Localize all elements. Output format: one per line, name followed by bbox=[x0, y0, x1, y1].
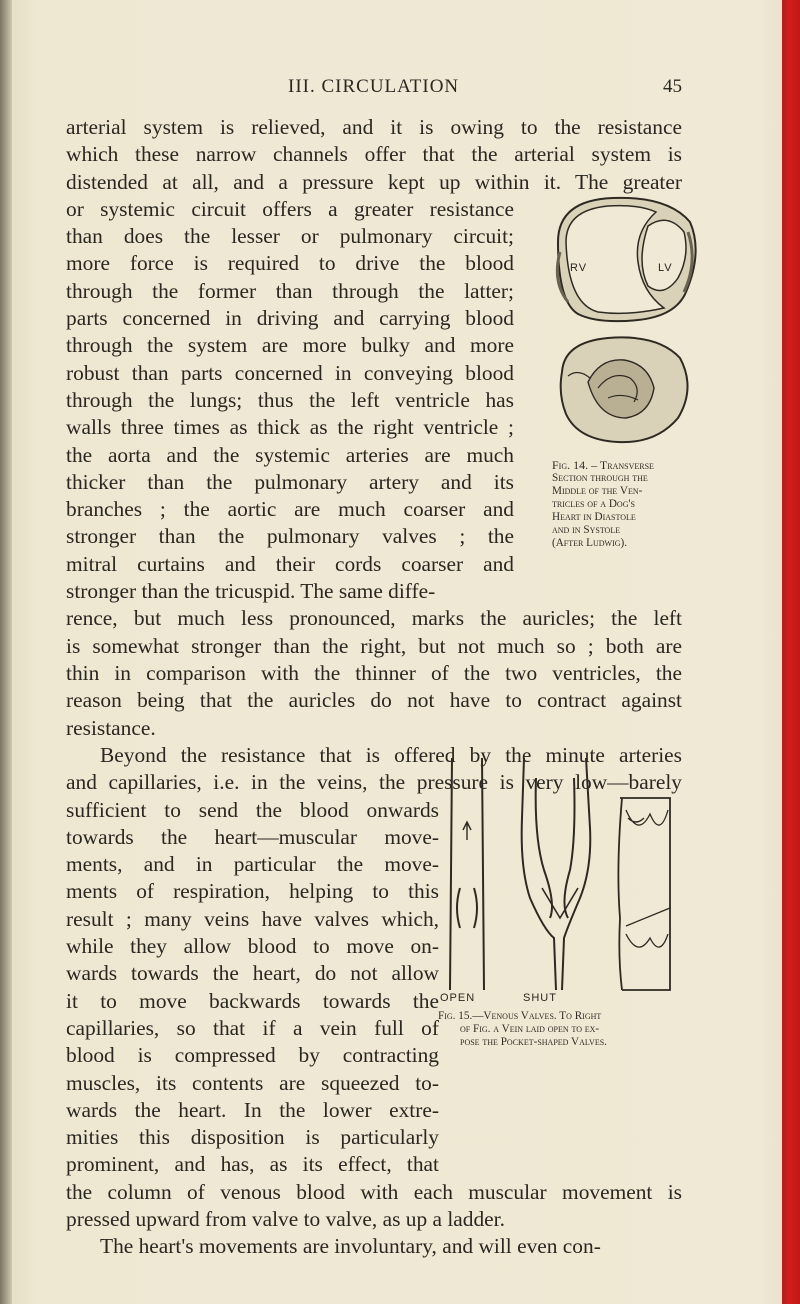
text-line: thicker than the pulmonary artery and its bbox=[66, 469, 514, 494]
text-line: reason being that the auricles do not have to contract against bbox=[66, 688, 682, 713]
text-line: or systemic circuit offers a greater resistance bbox=[66, 196, 514, 221]
caption-line: Middle of the Ven- bbox=[552, 485, 643, 497]
text-line: distended at all, and a pressure kept up within it. The greater bbox=[66, 169, 682, 194]
text-line: muscles, its contents are squeezed to- bbox=[66, 1070, 439, 1095]
chapter-title: III. CIRCULATION bbox=[288, 76, 460, 97]
text-line: wards the heart. In the lower extre- bbox=[66, 1097, 439, 1122]
caption-line: and in Systole bbox=[552, 524, 621, 536]
shut-vein bbox=[522, 758, 591, 990]
red-page-edge bbox=[782, 0, 800, 1304]
caption-line: Fig. 15.—Venous Valves. To Right bbox=[438, 1010, 602, 1022]
text-line: through the former than through the latter; bbox=[66, 278, 514, 303]
text-line: ments, and in particular the move- bbox=[66, 852, 439, 877]
text-line: prominent, and has, as its effect, that bbox=[66, 1152, 439, 1177]
text-line: sufficient to send the blood onwards bbox=[66, 797, 439, 822]
text-line: ments of respiration, helping to this bbox=[66, 879, 439, 904]
figure-14-caption bbox=[552, 459, 752, 550]
caption-line: pose the Pocket-shaped Valves. bbox=[460, 1036, 607, 1048]
caption-line: Heart in Diastole bbox=[552, 511, 636, 523]
figure-15-venous-valves bbox=[440, 758, 690, 998]
opened-vein-diagram bbox=[618, 798, 670, 990]
text-line: branches ; the aortic are much coarser and bbox=[66, 497, 514, 522]
text-line: than does the lesser or pulmonary circuit; bbox=[66, 224, 514, 249]
page-number: 45 bbox=[663, 76, 682, 97]
text-line: the aorta and the systemic arteries are much bbox=[66, 442, 514, 467]
text-line: through the system are more bulky and more bbox=[66, 333, 514, 358]
text-line: stronger than the pulmonary valves ; the bbox=[66, 524, 514, 549]
text-line: mities this disposition is particularly bbox=[66, 1125, 439, 1150]
text-line: which these narrow channels offer that the arterial system is bbox=[66, 142, 682, 167]
text-line: through the lungs; thus the left ventricle has bbox=[66, 387, 514, 412]
text-line: mitral curtains and their cords coarser and bbox=[66, 551, 514, 576]
figure-15-caption bbox=[438, 1010, 708, 1049]
text-line: robust than parts concerned in conveying blood bbox=[66, 360, 514, 385]
figure-14-heart-sections bbox=[538, 192, 698, 452]
caption-line: Section through the bbox=[552, 472, 648, 484]
page-gutter bbox=[0, 0, 12, 1304]
running-head bbox=[62, 76, 682, 102]
text-line: stronger than the tricuspid. The same diffe- bbox=[66, 579, 436, 604]
text-line: more force is required to drive the blood bbox=[66, 251, 514, 276]
caption-line: (After Ludwig). bbox=[552, 537, 628, 549]
text-line: parts concerned in driving and carrying blood bbox=[66, 306, 514, 331]
diastole-section bbox=[557, 198, 695, 321]
label-shut: SHUT bbox=[523, 992, 557, 1004]
text-line: capillaries, so that if a vein full of bbox=[66, 1015, 439, 1040]
label-lv: LV bbox=[658, 262, 673, 274]
caption-line: of Fig. a Vein laid open to ex- bbox=[460, 1023, 600, 1035]
text-line: and capillaries, i.e. in the veins, the pressure is very low—barely bbox=[66, 770, 682, 795]
text-line: Beyond the resistance that is offered by the minute arteries bbox=[100, 743, 682, 767]
text-line: blood is compressed by contracting bbox=[66, 1043, 439, 1068]
text-line: result ; many veins have valves which, bbox=[66, 906, 439, 931]
text-line: rence, but much less pronounced, marks the auricles; the left bbox=[66, 606, 682, 631]
caption-line: Fig. 14. – Transverse bbox=[552, 458, 654, 472]
text-line: pressed upward from valve to valve, as up a ladder. bbox=[66, 1207, 505, 1232]
systole-section bbox=[561, 337, 688, 442]
text-line: The heart's movements are involuntary, and will even con- bbox=[100, 1234, 601, 1259]
text-line: it to move backwards towards the bbox=[66, 988, 439, 1013]
text-line: arterial system is relieved, and it is owing to the resistance bbox=[66, 115, 682, 139]
open-vein bbox=[450, 758, 484, 990]
text-line: is somewhat stronger than the right, but not much so ; both are bbox=[66, 633, 682, 658]
text-line: wards towards the heart, do not allow bbox=[66, 961, 439, 986]
caption-line: tricles of a Dog's bbox=[552, 498, 635, 510]
text-line: towards the heart—muscular move- bbox=[66, 824, 439, 849]
text-line: while they allow blood to move on- bbox=[66, 934, 439, 959]
label-rv: RV bbox=[570, 262, 588, 274]
text-line: thin in comparison with the thinner of the two ventricles, the bbox=[66, 660, 682, 685]
text-line: walls three times as thick as the right ventricle ; bbox=[66, 415, 514, 440]
text-line: the column of venous blood with each muscular movement is bbox=[66, 1179, 682, 1204]
text-line: resistance. bbox=[66, 715, 156, 740]
label-open: OPEN bbox=[440, 992, 476, 1004]
